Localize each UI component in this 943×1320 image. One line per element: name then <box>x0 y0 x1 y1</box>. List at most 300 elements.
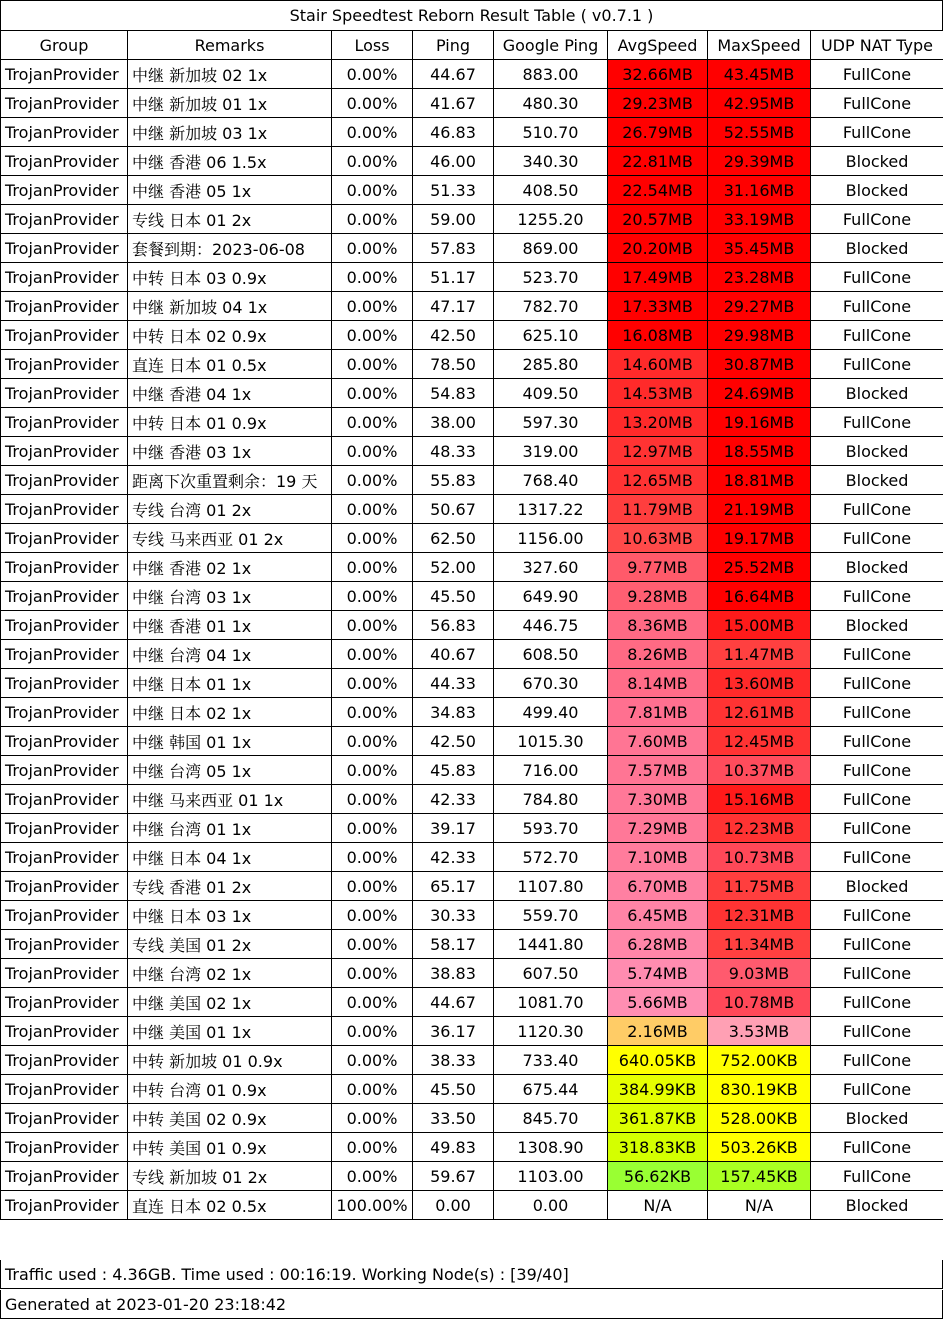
cell-udp-nat-type: FullCone <box>811 843 943 872</box>
cell-ping: 38.83 <box>413 959 494 988</box>
cell-udp-nat-type: FullCone <box>811 785 943 814</box>
cell-group: TrojanProvider <box>1 959 128 988</box>
cell-max-speed: 52.55MB <box>708 118 811 147</box>
generated-timestamp: Generated at 2023-01-20 23:18:42 <box>0 1290 943 1319</box>
cell-max-speed: 157.45KB <box>708 1162 811 1191</box>
cell-avg-speed: 32.66MB <box>608 60 708 89</box>
cell-ping: 42.33 <box>413 785 494 814</box>
cell-google-ping: 1015.30 <box>494 727 608 756</box>
cell-max-speed: 12.45MB <box>708 727 811 756</box>
cell-group: TrojanProvider <box>1 640 128 669</box>
cell-remarks: 中继 新加坡 01 1x <box>128 89 332 118</box>
cell-ping: 44.67 <box>413 988 494 1017</box>
cell-loss: 0.00% <box>332 176 413 205</box>
cell-avg-speed: 26.79MB <box>608 118 708 147</box>
cell-udp-nat-type: FullCone <box>811 640 943 669</box>
cell-avg-speed: 5.74MB <box>608 959 708 988</box>
cell-udp-nat-type: FullCone <box>811 524 943 553</box>
cell-loss: 0.00% <box>332 466 413 495</box>
table-row <box>1 60 943 89</box>
cell-remarks: 中继 台湾 01 1x <box>128 814 332 843</box>
cell-group: TrojanProvider <box>1 321 128 350</box>
cell-max-speed: 21.19MB <box>708 495 811 524</box>
table-row <box>1 756 943 785</box>
cell-max-speed: 25.52MB <box>708 553 811 582</box>
cell-google-ping: 1081.70 <box>494 988 608 1017</box>
header-google-ping: Google Ping <box>494 31 608 60</box>
table-row <box>1 640 943 669</box>
cell-loss: 0.00% <box>332 553 413 582</box>
cell-udp-nat-type: FullCone <box>811 1075 943 1104</box>
cell-loss: 0.00% <box>332 350 413 379</box>
cell-google-ping: 572.70 <box>494 843 608 872</box>
cell-remarks: 中继 香港 03 1x <box>128 437 332 466</box>
cell-remarks: 中转 台湾 01 0.9x <box>128 1075 332 1104</box>
cell-google-ping: 1107.80 <box>494 872 608 901</box>
cell-udp-nat-type: FullCone <box>811 292 943 321</box>
cell-group: TrojanProvider <box>1 611 128 640</box>
cell-google-ping: 340.30 <box>494 147 608 176</box>
table-row <box>1 1017 943 1046</box>
cell-avg-speed: 8.26MB <box>608 640 708 669</box>
cell-google-ping: 733.40 <box>494 1046 608 1075</box>
cell-remarks: 中转 美国 02 0.9x <box>128 1104 332 1133</box>
cell-google-ping: 480.30 <box>494 89 608 118</box>
cell-avg-speed: 7.10MB <box>608 843 708 872</box>
cell-google-ping: 869.00 <box>494 234 608 263</box>
cell-google-ping: 0.00 <box>494 1191 608 1220</box>
cell-loss: 0.00% <box>332 727 413 756</box>
cell-udp-nat-type: Blocked <box>811 147 943 176</box>
header-udp-nat-type: UDP NAT Type <box>811 31 943 60</box>
cell-loss: 0.00% <box>332 147 413 176</box>
cell-loss: 0.00% <box>332 843 413 872</box>
cell-max-speed: 35.45MB <box>708 234 811 263</box>
cell-avg-speed: 11.79MB <box>608 495 708 524</box>
cell-remarks: 中继 香港 04 1x <box>128 379 332 408</box>
cell-max-speed: 12.61MB <box>708 698 811 727</box>
cell-udp-nat-type: Blocked <box>811 176 943 205</box>
cell-remarks: 中转 美国 01 0.9x <box>128 1133 332 1162</box>
cell-loss: 0.00% <box>332 930 413 959</box>
cell-loss: 0.00% <box>332 785 413 814</box>
cell-group: TrojanProvider <box>1 89 128 118</box>
cell-max-speed: 503.26KB <box>708 1133 811 1162</box>
cell-group: TrojanProvider <box>1 553 128 582</box>
cell-ping: 42.50 <box>413 727 494 756</box>
cell-ping: 65.17 <box>413 872 494 901</box>
cell-ping: 33.50 <box>413 1104 494 1133</box>
cell-group: TrojanProvider <box>1 1104 128 1133</box>
cell-remarks: 距离下次重置剩余：19 天 <box>128 466 332 495</box>
table-row <box>1 437 943 466</box>
cell-loss: 0.00% <box>332 611 413 640</box>
cell-remarks: 中继 台湾 04 1x <box>128 640 332 669</box>
cell-udp-nat-type: FullCone <box>811 1162 943 1191</box>
cell-ping: 51.33 <box>413 176 494 205</box>
cell-remarks: 中继 日本 04 1x <box>128 843 332 872</box>
cell-remarks: 中继 美国 01 1x <box>128 1017 332 1046</box>
cell-max-speed: 12.31MB <box>708 901 811 930</box>
cell-ping: 57.83 <box>413 234 494 263</box>
table-row <box>1 234 943 263</box>
cell-loss: 0.00% <box>332 640 413 669</box>
cell-max-speed: 29.27MB <box>708 292 811 321</box>
cell-max-speed: 9.03MB <box>708 959 811 988</box>
table-row <box>1 466 943 495</box>
cell-ping: 56.83 <box>413 611 494 640</box>
cell-loss: 0.00% <box>332 60 413 89</box>
cell-ping: 42.33 <box>413 843 494 872</box>
cell-udp-nat-type: FullCone <box>811 495 943 524</box>
cell-max-speed: 29.98MB <box>708 321 811 350</box>
table-row <box>1 321 943 350</box>
cell-ping: 58.17 <box>413 930 494 959</box>
header-avg-speed: AvgSpeed <box>608 31 708 60</box>
cell-group: TrojanProvider <box>1 1133 128 1162</box>
cell-udp-nat-type: FullCone <box>811 60 943 89</box>
cell-remarks: 中继 日本 03 1x <box>128 901 332 930</box>
cell-loss: 0.00% <box>332 292 413 321</box>
cell-group: TrojanProvider <box>1 379 128 408</box>
cell-group: TrojanProvider <box>1 350 128 379</box>
cell-loss: 0.00% <box>332 1162 413 1191</box>
cell-avg-speed: 29.23MB <box>608 89 708 118</box>
table-row <box>1 1046 943 1075</box>
cell-max-speed: 43.45MB <box>708 60 811 89</box>
cell-max-speed: 752.00KB <box>708 1046 811 1075</box>
table-body <box>1 60 943 1220</box>
cell-max-speed: 16.64MB <box>708 582 811 611</box>
cell-avg-speed: 13.20MB <box>608 408 708 437</box>
cell-udp-nat-type: Blocked <box>811 1191 943 1220</box>
cell-udp-nat-type: Blocked <box>811 379 943 408</box>
table-row <box>1 89 943 118</box>
cell-group: TrojanProvider <box>1 814 128 843</box>
cell-loss: 0.00% <box>332 89 413 118</box>
cell-google-ping: 716.00 <box>494 756 608 785</box>
cell-loss: 0.00% <box>332 582 413 611</box>
cell-max-speed: 15.16MB <box>708 785 811 814</box>
cell-group: TrojanProvider <box>1 988 128 1017</box>
cell-google-ping: 608.50 <box>494 640 608 669</box>
cell-google-ping: 670.30 <box>494 669 608 698</box>
cell-google-ping: 607.50 <box>494 959 608 988</box>
cell-avg-speed: 12.97MB <box>608 437 708 466</box>
cell-max-speed: 10.37MB <box>708 756 811 785</box>
cell-max-speed: 15.00MB <box>708 611 811 640</box>
cell-remarks: 中继 美国 02 1x <box>128 988 332 1017</box>
cell-avg-speed: 384.99KB <box>608 1075 708 1104</box>
cell-loss: 0.00% <box>332 118 413 147</box>
cell-ping: 44.67 <box>413 60 494 89</box>
header-row <box>1 31 943 60</box>
cell-google-ping: 768.40 <box>494 466 608 495</box>
cell-udp-nat-type: Blocked <box>811 234 943 263</box>
cell-ping: 49.83 <box>413 1133 494 1162</box>
cell-avg-speed: N/A <box>608 1191 708 1220</box>
cell-remarks: 中继 香港 06 1.5x <box>128 147 332 176</box>
cell-udp-nat-type: FullCone <box>811 988 943 1017</box>
cell-udp-nat-type: FullCone <box>811 205 943 234</box>
cell-remarks: 套餐到期：2023-06-08 <box>128 234 332 263</box>
cell-google-ping: 883.00 <box>494 60 608 89</box>
cell-avg-speed: 5.66MB <box>608 988 708 1017</box>
cell-remarks: 专线 马来西亚 01 2x <box>128 524 332 553</box>
cell-avg-speed: 7.30MB <box>608 785 708 814</box>
cell-avg-speed: 56.62KB <box>608 1162 708 1191</box>
cell-google-ping: 499.40 <box>494 698 608 727</box>
cell-avg-speed: 2.16MB <box>608 1017 708 1046</box>
cell-max-speed: 30.87MB <box>708 350 811 379</box>
table-row <box>1 1104 943 1133</box>
cell-loss: 0.00% <box>332 1017 413 1046</box>
cell-google-ping: 782.70 <box>494 292 608 321</box>
cell-remarks: 中转 日本 03 0.9x <box>128 263 332 292</box>
cell-group: TrojanProvider <box>1 1162 128 1191</box>
cell-max-speed: 42.95MB <box>708 89 811 118</box>
cell-remarks: 专线 台湾 01 2x <box>128 495 332 524</box>
table-row <box>1 292 943 321</box>
header-loss: Loss <box>332 31 413 60</box>
cell-google-ping: 1317.22 <box>494 495 608 524</box>
cell-google-ping: 1120.30 <box>494 1017 608 1046</box>
cell-ping: 59.67 <box>413 1162 494 1191</box>
cell-ping: 41.67 <box>413 89 494 118</box>
cell-avg-speed: 6.45MB <box>608 901 708 930</box>
cell-udp-nat-type: Blocked <box>811 611 943 640</box>
table-row <box>1 147 943 176</box>
cell-avg-speed: 7.57MB <box>608 756 708 785</box>
cell-group: TrojanProvider <box>1 60 128 89</box>
cell-udp-nat-type: FullCone <box>811 1133 943 1162</box>
cell-group: TrojanProvider <box>1 901 128 930</box>
cell-udp-nat-type: Blocked <box>811 1104 943 1133</box>
cell-udp-nat-type: Blocked <box>811 553 943 582</box>
cell-group: TrojanProvider <box>1 843 128 872</box>
table-row <box>1 205 943 234</box>
cell-max-speed: 11.75MB <box>708 872 811 901</box>
cell-avg-speed: 9.28MB <box>608 582 708 611</box>
cell-google-ping: 285.80 <box>494 350 608 379</box>
cell-group: TrojanProvider <box>1 118 128 147</box>
cell-udp-nat-type: Blocked <box>811 437 943 466</box>
cell-avg-speed: 20.20MB <box>608 234 708 263</box>
cell-avg-speed: 22.54MB <box>608 176 708 205</box>
cell-loss: 0.00% <box>332 524 413 553</box>
cell-avg-speed: 22.81MB <box>608 147 708 176</box>
cell-google-ping: 1308.90 <box>494 1133 608 1162</box>
cell-remarks: 中转 日本 02 0.9x <box>128 321 332 350</box>
cell-remarks: 中继 日本 01 1x <box>128 669 332 698</box>
cell-avg-speed: 6.70MB <box>608 872 708 901</box>
cell-ping: 52.00 <box>413 553 494 582</box>
cell-avg-speed: 20.57MB <box>608 205 708 234</box>
table-row <box>1 408 943 437</box>
cell-ping: 78.50 <box>413 350 494 379</box>
cell-loss: 0.00% <box>332 1075 413 1104</box>
cell-loss: 0.00% <box>332 698 413 727</box>
cell-loss: 0.00% <box>332 1046 413 1075</box>
cell-avg-speed: 17.33MB <box>608 292 708 321</box>
cell-ping: 30.33 <box>413 901 494 930</box>
cell-google-ping: 327.60 <box>494 553 608 582</box>
table-row <box>1 582 943 611</box>
cell-udp-nat-type: FullCone <box>811 901 943 930</box>
cell-udp-nat-type: FullCone <box>811 669 943 698</box>
results-table <box>0 30 943 1220</box>
cell-avg-speed: 12.65MB <box>608 466 708 495</box>
cell-max-speed: 29.39MB <box>708 147 811 176</box>
cell-ping: 40.67 <box>413 640 494 669</box>
cell-ping: 62.50 <box>413 524 494 553</box>
cell-google-ping: 597.30 <box>494 408 608 437</box>
cell-max-speed: 24.69MB <box>708 379 811 408</box>
cell-google-ping: 1156.00 <box>494 524 608 553</box>
table-row <box>1 988 943 1017</box>
table-row <box>1 118 943 147</box>
cell-ping: 55.83 <box>413 466 494 495</box>
cell-udp-nat-type: FullCone <box>811 756 943 785</box>
cell-max-speed: 31.16MB <box>708 176 811 205</box>
cell-avg-speed: 8.36MB <box>608 611 708 640</box>
cell-max-speed: 528.00KB <box>708 1104 811 1133</box>
cell-max-speed: 830.19KB <box>708 1075 811 1104</box>
cell-remarks: 中继 香港 01 1x <box>128 611 332 640</box>
cell-avg-speed: 9.77MB <box>608 553 708 582</box>
cell-group: TrojanProvider <box>1 263 128 292</box>
cell-remarks: 专线 新加坡 01 2x <box>128 1162 332 1191</box>
cell-ping: 45.50 <box>413 1075 494 1104</box>
cell-loss: 0.00% <box>332 205 413 234</box>
cell-udp-nat-type: FullCone <box>811 1017 943 1046</box>
cell-group: TrojanProvider <box>1 872 128 901</box>
table-title: Stair Speedtest Reborn Result Table ( v0.7.1 ) <box>0 0 943 30</box>
cell-remarks: 专线 日本 01 2x <box>128 205 332 234</box>
cell-group: TrojanProvider <box>1 147 128 176</box>
cell-udp-nat-type: FullCone <box>811 321 943 350</box>
table-row <box>1 379 943 408</box>
cell-loss: 0.00% <box>332 988 413 1017</box>
table-row <box>1 1191 943 1220</box>
table-row <box>1 727 943 756</box>
table-row <box>1 553 943 582</box>
cell-udp-nat-type: FullCone <box>811 582 943 611</box>
cell-google-ping: 510.70 <box>494 118 608 147</box>
cell-udp-nat-type: FullCone <box>811 89 943 118</box>
cell-ping: 38.33 <box>413 1046 494 1075</box>
cell-group: TrojanProvider <box>1 234 128 263</box>
cell-udp-nat-type: FullCone <box>811 263 943 292</box>
cell-udp-nat-type: FullCone <box>811 698 943 727</box>
cell-ping: 48.33 <box>413 437 494 466</box>
table-row <box>1 814 943 843</box>
header-group: Group <box>1 31 128 60</box>
cell-google-ping: 675.44 <box>494 1075 608 1104</box>
table-row <box>1 843 943 872</box>
cell-loss: 0.00% <box>332 756 413 785</box>
cell-avg-speed: 14.60MB <box>608 350 708 379</box>
cell-google-ping: 649.90 <box>494 582 608 611</box>
cell-avg-speed: 14.53MB <box>608 379 708 408</box>
cell-max-speed: 12.23MB <box>708 814 811 843</box>
cell-loss: 0.00% <box>332 408 413 437</box>
cell-udp-nat-type: FullCone <box>811 959 943 988</box>
cell-ping: 46.83 <box>413 118 494 147</box>
cell-group: TrojanProvider <box>1 669 128 698</box>
table-row <box>1 1075 943 1104</box>
cell-group: TrojanProvider <box>1 408 128 437</box>
cell-udp-nat-type: Blocked <box>811 466 943 495</box>
cell-remarks: 专线 美国 01 2x <box>128 930 332 959</box>
cell-avg-speed: 640.05KB <box>608 1046 708 1075</box>
cell-ping: 39.17 <box>413 814 494 843</box>
cell-ping: 45.83 <box>413 756 494 785</box>
cell-avg-speed: 17.49MB <box>608 263 708 292</box>
cell-ping: 45.50 <box>413 582 494 611</box>
cell-max-speed: 23.28MB <box>708 263 811 292</box>
cell-google-ping: 784.80 <box>494 785 608 814</box>
cell-remarks: 中转 日本 01 0.9x <box>128 408 332 437</box>
cell-max-speed: N/A <box>708 1191 811 1220</box>
table-row <box>1 263 943 292</box>
table-row <box>1 901 943 930</box>
cell-loss: 0.00% <box>332 959 413 988</box>
cell-avg-speed: 16.08MB <box>608 321 708 350</box>
cell-remarks: 中继 新加坡 04 1x <box>128 292 332 321</box>
cell-google-ping: 559.70 <box>494 901 608 930</box>
cell-loss: 0.00% <box>332 669 413 698</box>
cell-group: TrojanProvider <box>1 930 128 959</box>
cell-ping: 36.17 <box>413 1017 494 1046</box>
cell-group: TrojanProvider <box>1 205 128 234</box>
cell-group: TrojanProvider <box>1 524 128 553</box>
header-ping: Ping <box>413 31 494 60</box>
cell-udp-nat-type: FullCone <box>811 1046 943 1075</box>
cell-loss: 0.00% <box>332 1104 413 1133</box>
cell-ping: 59.00 <box>413 205 494 234</box>
cell-group: TrojanProvider <box>1 495 128 524</box>
cell-group: TrojanProvider <box>1 756 128 785</box>
table-row <box>1 176 943 205</box>
cell-group: TrojanProvider <box>1 1046 128 1075</box>
table-row <box>1 698 943 727</box>
cell-max-speed: 11.34MB <box>708 930 811 959</box>
cell-remarks: 中继 香港 05 1x <box>128 176 332 205</box>
cell-remarks: 中继 日本 02 1x <box>128 698 332 727</box>
cell-group: TrojanProvider <box>1 582 128 611</box>
cell-google-ping: 593.70 <box>494 814 608 843</box>
cell-udp-nat-type: FullCone <box>811 727 943 756</box>
header-remarks: Remarks <box>128 31 332 60</box>
cell-group: TrojanProvider <box>1 698 128 727</box>
cell-group: TrojanProvider <box>1 176 128 205</box>
cell-remarks: 中继 香港 02 1x <box>128 553 332 582</box>
cell-udp-nat-type: FullCone <box>811 118 943 147</box>
cell-loss: 100.00% <box>332 1191 413 1220</box>
cell-google-ping: 409.50 <box>494 379 608 408</box>
cell-remarks: 中继 台湾 05 1x <box>128 756 332 785</box>
cell-remarks: 中继 韩国 01 1x <box>128 727 332 756</box>
cell-loss: 0.00% <box>332 495 413 524</box>
cell-ping: 38.00 <box>413 408 494 437</box>
cell-udp-nat-type: FullCone <box>811 350 943 379</box>
cell-udp-nat-type: FullCone <box>811 930 943 959</box>
cell-max-speed: 19.16MB <box>708 408 811 437</box>
table-row <box>1 524 943 553</box>
cell-avg-speed: 7.81MB <box>608 698 708 727</box>
cell-group: TrojanProvider <box>1 785 128 814</box>
